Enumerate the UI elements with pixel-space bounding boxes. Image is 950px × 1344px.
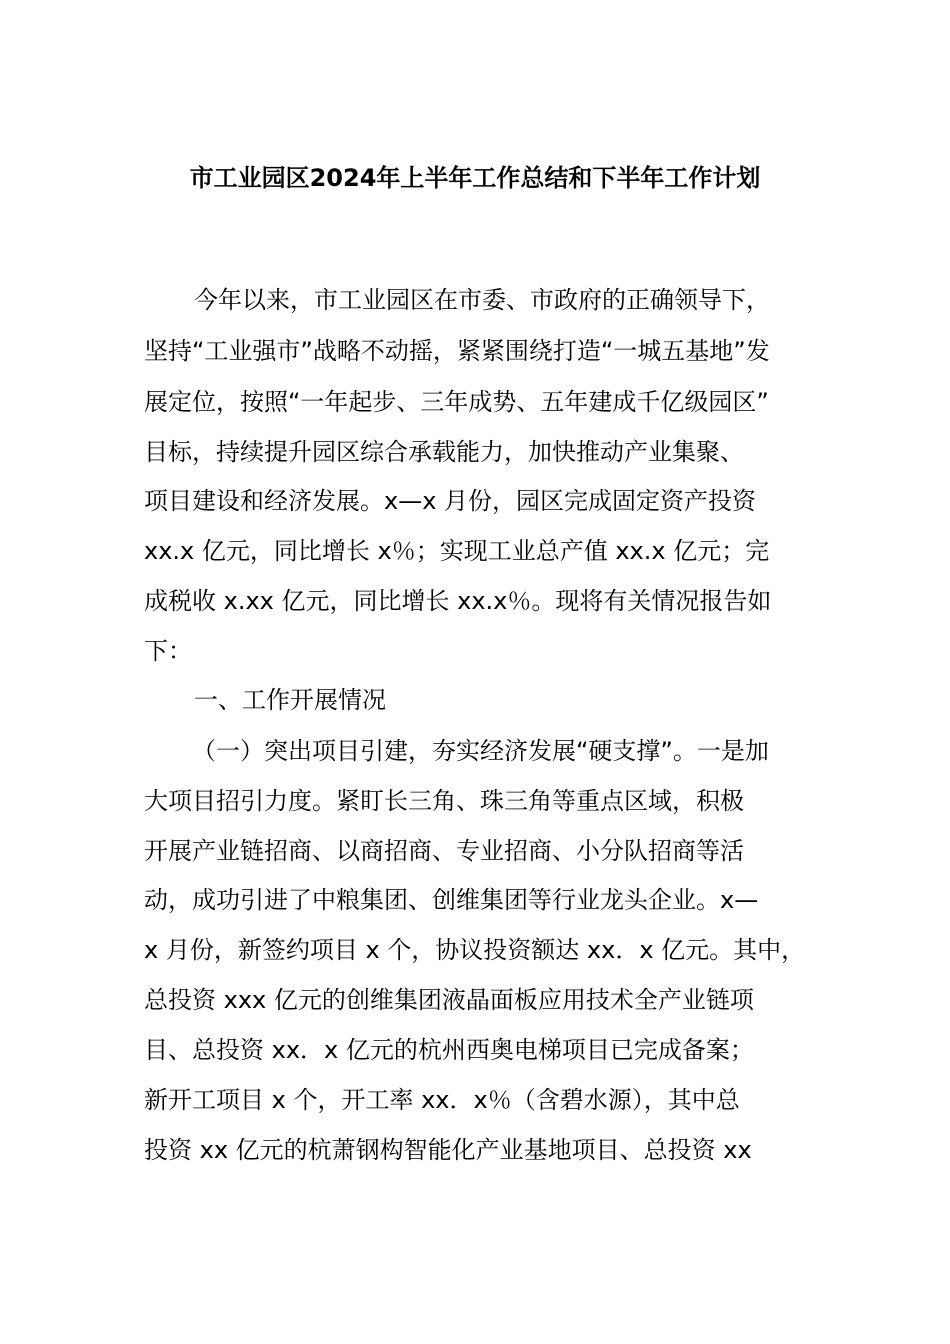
paragraph-line: 项目建设和经济发展。x—x 月份，园区完成固定资产投资	[144, 487, 757, 515]
paragraph-line: xx.x 亿元，同比增长 x％；实现工业总产值 xx.x 亿元；完	[144, 537, 770, 565]
paragraph-line: 目、总投资 xx．x 亿元的杭州西奥电梯项目已完成备案；	[144, 1036, 754, 1064]
paragraph-line: 展定位，按照“一年起步、三年成势、五年建成千亿级园区”	[144, 388, 769, 416]
section-heading: 一、工作开展情况	[194, 686, 386, 714]
paragraph-line: 大项目招引力度。紧盯长三角、珠三角等重点区域，积极	[144, 787, 744, 815]
paragraph-line: 总投资 xxx 亿元的创维集团液晶面板应用技术全产业链项	[144, 986, 754, 1014]
paragraph-line: 开展产业链招商、以商招商、专业招商、小分队招商等活	[144, 837, 744, 865]
paragraph-line: 动，成功引进了中粮集团、创维集团等行业龙头企业。x—	[144, 886, 759, 914]
paragraph-line: 下：	[144, 637, 192, 665]
paragraph-line: 新开工项目 x 个，开工率 xx．x％（含碧水源），其中总	[144, 1086, 740, 1114]
paragraph-line: 今年以来，市工业园区在市委、市政府的正确领导下，	[194, 286, 770, 314]
paragraph-line: 坚持“工业强市”战略不动摇，紧紧围绕打造“一城五基地”发	[144, 337, 770, 365]
paragraph-line: 成税收 x.xx 亿元，同比增长 xx.x％。现将有关情况报告如	[144, 587, 772, 615]
paragraph-line: （一）突出项目引建，夯实经济发展“硬支撑”。一是加	[192, 737, 769, 765]
paragraph-line: x 月份，新签约项目 x 个，协议投资额达 xx．x 亿元。其中，	[144, 936, 806, 964]
paragraph-line: 目标，持续提升园区综合承载能力，加快推动产业集聚、	[144, 438, 744, 466]
document-title: 市工业园区2024年上半年工作总结和下半年工作计划	[189, 164, 761, 192]
paragraph-line: 投资 xx 亿元的杭萧钢构智能化产业基地项目、总投资 xx	[144, 1136, 752, 1164]
